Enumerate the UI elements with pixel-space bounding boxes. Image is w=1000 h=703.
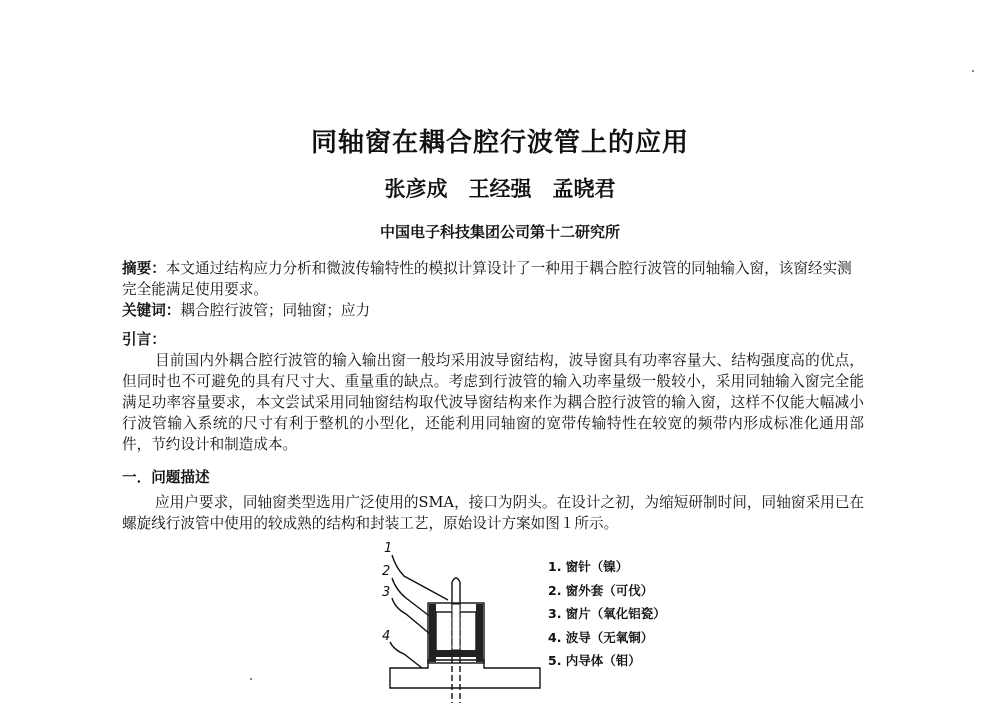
paper-title: 同轴窗在耦合腔行波管上的应用 (310, 128, 689, 158)
section1-heading: 一．问题描述 (122, 469, 210, 486)
figure-legend (548, 555, 666, 673)
keywords-text: 耦合腔行波管；同轴窗；应力 (180, 302, 371, 319)
figure-callout-2: 2 (382, 564, 391, 579)
paper-authors: 张彦成 王经强 孟晓君 (384, 177, 616, 201)
legend-item: 5. 内导体（钼） (548, 653, 641, 668)
legend-item: 4. 波导（无氧铜） (548, 629, 654, 645)
coaxial-window-figure (370, 538, 570, 703)
figure-callout-4: 4 (382, 629, 391, 644)
scan-speck (972, 70, 974, 72)
legend-item: 1. 窗针（镍） (548, 559, 629, 574)
abstract-label: 摘要： (122, 260, 166, 277)
legend-item: 2. 窗外套（可伐） (548, 582, 654, 598)
abstract (122, 258, 864, 300)
scan-speck (250, 678, 252, 680)
figure-callout-1: 1 (384, 541, 393, 556)
paper-affiliation: 中国电子科技集团公司第十二研究所 (379, 223, 620, 241)
abstract-text: 本文通过结构应力分析和微波传输特性的模拟计算设计了一种用于耦合腔行波管的同轴输入窗，该窗经实测完全能满足使用要求。 (122, 260, 852, 298)
legend-item: 3. 窗片（氧化铝瓷） (548, 606, 666, 621)
keywords-label: 关键词： (122, 302, 181, 319)
intro-paragraph: 目前国内外耦合腔行波管的输入输出窗一般均采用波导窗结构，波导窗具有功率容量大、结构强度高的优点，但同时也不可避免的具有尺寸大、重量重的缺点。考虑到行波管的输入功率量级一般较小，采用同轴输入窗完全能满足功率容量要求，本文尝试采用同轴窗结构取代波导窗结构来作为耦合腔行波管的输入窗，这样不仅能大幅减小行波管输入系统的尺寸有利于整机的小型化，还能利用同轴窗的宽带传输特性在较宽的频带内形成标准化通用部件，节约设计和制造成本。 (122, 352, 864, 453)
section1-paragraph: 应用户要求，同轴窗类型选用广泛使用的SMA，接口为阴头。在设计之初，为缩短研制时间，同轴窗采用已在螺旋线行波管中使用的较成熟的结构和封装工艺，原始设计方案如图１所示。 (122, 494, 864, 532)
intro-heading: 引言： (122, 331, 166, 348)
figure-callout-3: 3 (382, 585, 391, 600)
keywords (122, 300, 864, 321)
